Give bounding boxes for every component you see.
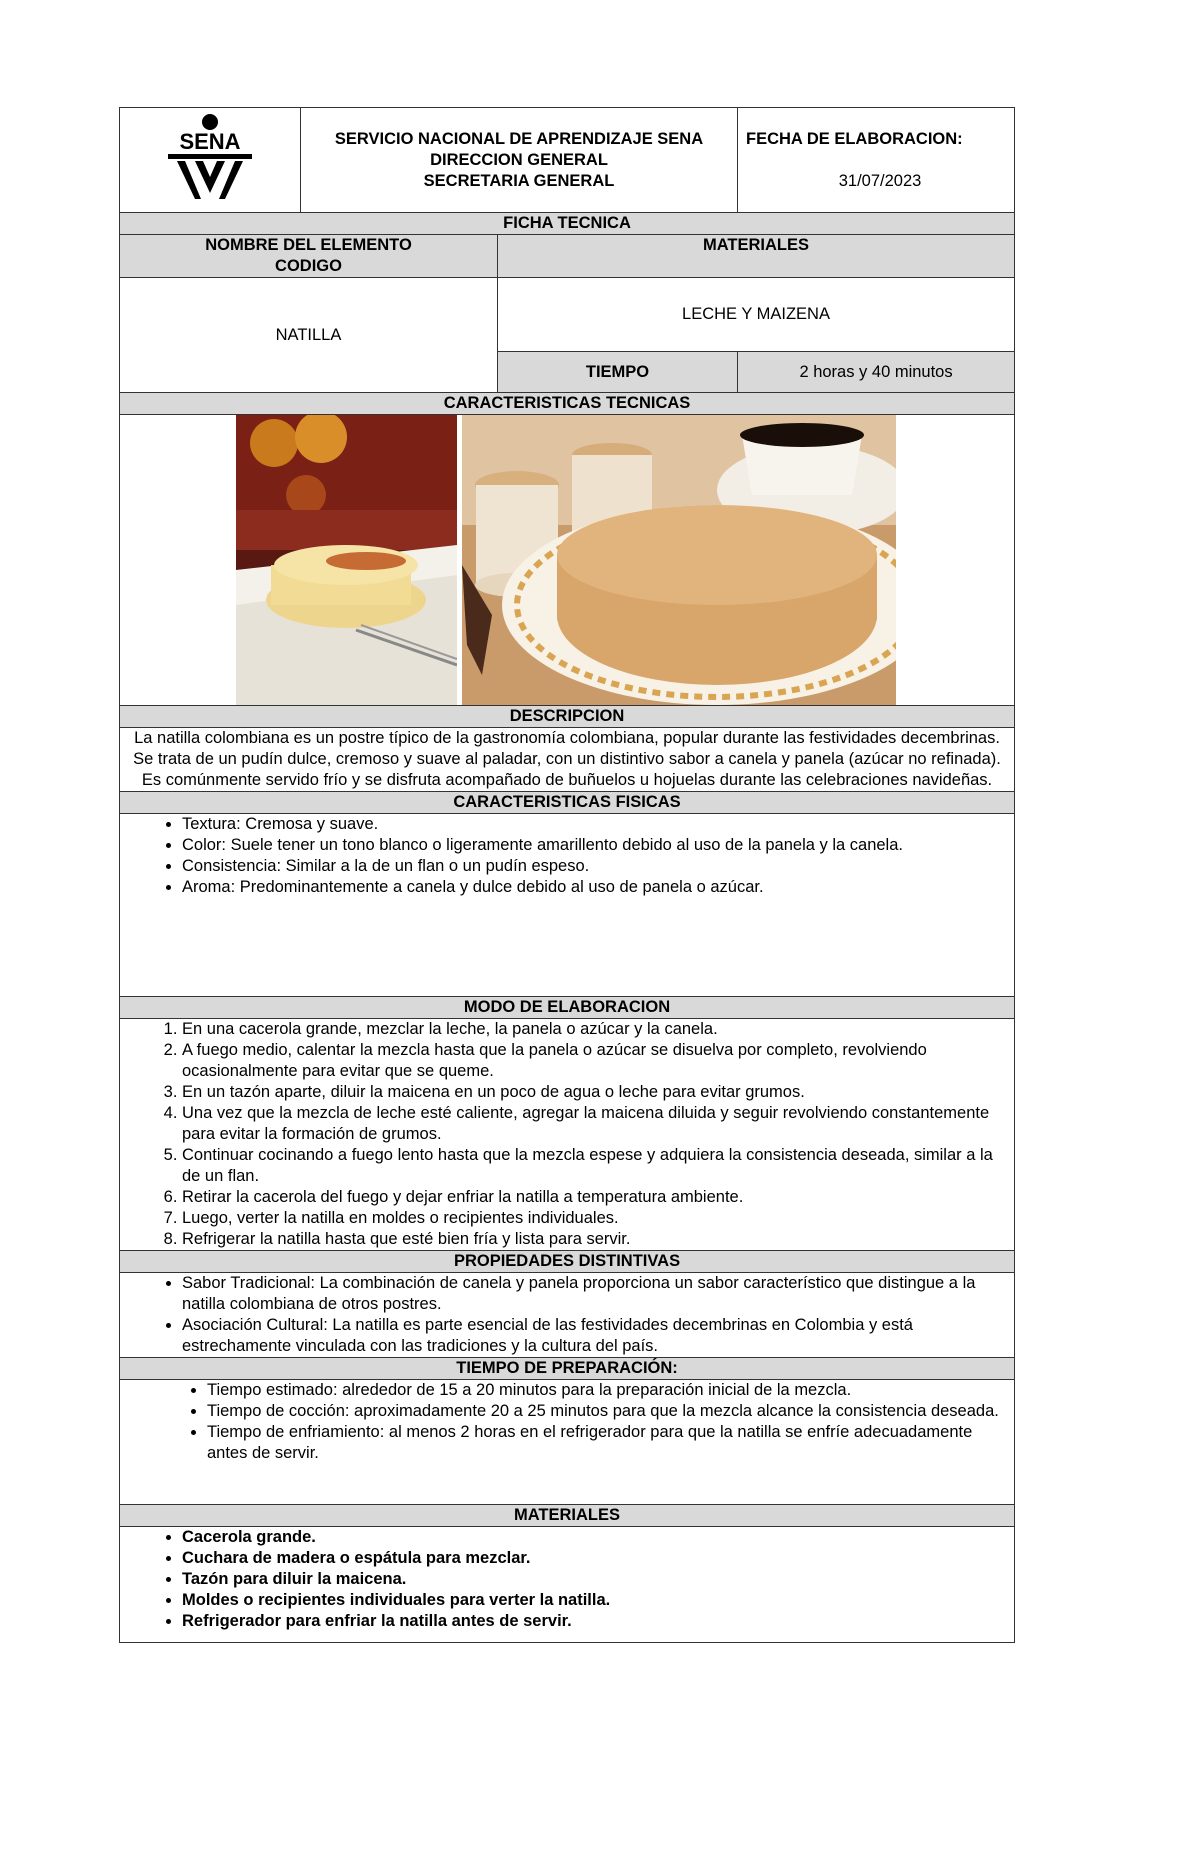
nombre-label: NOMBRE DEL ELEMENTO (205, 236, 412, 254)
caracteristicas-fisicas-header: CARACTERISTICAS FISICAS (120, 792, 1015, 814)
ficha-tecnica-header: FICHA TECNICA (120, 213, 1015, 235)
step-item: 5. Continuar cocinando a fuego lento hasta que la mezcla espese y adquiera la consistencia deseada, similar a la de un flan. (182, 1145, 1002, 1187)
materiales-header: MATERIALES (120, 1505, 1015, 1527)
materiales-cell (120, 1527, 1015, 1643)
caracteristicas-fisicas-list (120, 814, 1014, 898)
org-line-2: DIRECCION GENERAL (430, 150, 608, 169)
list-item: • Color: Suele tener un tono blanco o ligeramente amarillento debido al uso de la panela y la canela. (182, 835, 1014, 856)
nombre-value: NATILLA (120, 278, 498, 393)
ficha-table (119, 107, 1015, 1643)
org-title-cell (301, 108, 738, 213)
step-item: 7. Luego, verter la natilla en moldes o recipientes individuales. (182, 1208, 1002, 1229)
modo-elaboracion-cell (120, 1019, 1015, 1251)
step-item: 2. A fuego medio, calentar la mezcla hasta que la panela o azúcar se disuelva por completo, revolviendo ocasionalmente para evitar que se queme. (182, 1040, 1002, 1082)
natilla-photo-cake (462, 415, 896, 705)
ficha-document (119, 107, 1014, 1643)
descripcion-header: DESCRIPCION (120, 706, 1015, 728)
list-item: • Tiempo de cocción: aproximadamente 20 a 25 minutos para que la mezcla alcance la consistencia deseada. (207, 1401, 1002, 1422)
step-item: 8. Refrigerar la natilla hasta que esté bien fría y lista para servir. (182, 1229, 1002, 1250)
step-item: 1. En una cacerola grande, mezclar la leche, la panela o azúcar y la canela. (182, 1019, 1002, 1040)
codigo-label: CODIGO (275, 257, 342, 275)
nombre-label-cell (120, 235, 498, 278)
natilla-photo-plate (236, 415, 457, 705)
list-item: • Cacerola grande. (182, 1527, 1014, 1548)
propiedades-list (120, 1273, 1014, 1357)
list-item: • Refrigerador para enfriar la natilla antes de servir. (182, 1611, 1014, 1632)
org-line-3: SECRETARIA GENERAL (423, 171, 615, 190)
fecha-cell (738, 108, 1015, 213)
list-item: • Textura: Cremosa y suave. (182, 814, 1014, 835)
list-item: • Tiempo de enfriamiento: al menos 2 horas en el refrigerador para que la natilla se enfríe adecuadamente antes de servir. (207, 1422, 1002, 1464)
sena-logo (165, 113, 255, 201)
materiales-list (120, 1527, 1014, 1632)
tiempo-preparacion-header: TIEMPO DE PREPARACIÓN: (120, 1358, 1015, 1380)
fecha-label: FECHA DE ELABORACION: (746, 129, 963, 148)
step-item: 6. Retirar la cacerola del fuego y dejar enfriar la natilla a temperatura ambiente. (182, 1187, 1002, 1208)
caracteristicas-tecnicas-header: CARACTERISTICAS TECNICAS (120, 393, 1015, 415)
tiempo-label: TIEMPO (498, 352, 738, 393)
list-item: • Asociación Cultural: La natilla es parte esencial de las festividades decembrinas en Colombia y está estrechamente vinculada con las tradiciones y la cultura del país. (182, 1315, 1002, 1357)
list-item: • Cuchara de madera o espátula para mezclar. (182, 1548, 1014, 1569)
org-line-1: SERVICIO NACIONAL DE APRENDIZAJE SENA (334, 129, 704, 148)
modo-elaboracion-header: MODO DE ELABORACION (120, 997, 1015, 1019)
propiedades-header: PROPIEDADES DISTINTIVAS (120, 1251, 1015, 1273)
list-item: • Consistencia: Similar a la de un flan o un pudín espeso. (182, 856, 1014, 877)
logo-cell (120, 108, 301, 213)
descripcion-text: La natilla colombiana es un postre típico de la gastronomía colombiana, popular durante las festividades decembrinas. Se trata de un pudín dulce, cremoso y suave al paladar, con un distintivo sabor a canela y panela (azúcar no refinada). Es comúnmente servido frío y se disfruta acompañado de buñuelos u hojuelas durante las celebraciones navideñas. (120, 728, 1015, 792)
list-item: • Tiempo estimado: alrededor de 15 a 20 minutos para la preparación inicial de la mezcla. (207, 1380, 1002, 1401)
logo-text: SENA (179, 129, 241, 154)
step-item: 4. Una vez que la mezcla de leche esté caliente, agregar la maicena diluida y seguir revolviendo constantemente para evitar la formación de grumos. (182, 1103, 1002, 1145)
tiempo-preparacion-cell (120, 1380, 1015, 1505)
tiempo-preparacion-list (120, 1380, 1014, 1464)
tiempo-value: 2 horas y 40 minutos (738, 352, 1015, 393)
list-item: • Tazón para diluir la maicena. (182, 1569, 1014, 1590)
modo-elaboracion-list (120, 1019, 1014, 1250)
caracteristicas-fisicas-cell (120, 814, 1015, 997)
list-item: • Aroma: Predominantemente a canela y dulce debido al uso de panela o azúcar. (182, 877, 1014, 898)
step-item: 3. En un tazón aparte, diluir la maicena en un poco de agua o leche para evitar grumos. (182, 1082, 1002, 1103)
list-item: • Sabor Tradicional: La combinación de canela y panela proporciona un sabor característico que distingue a la natilla colombiana de otros postres. (182, 1273, 1002, 1315)
photos-cell (120, 415, 1015, 706)
propiedades-cell (120, 1273, 1015, 1358)
materiales-label: MATERIALES (498, 235, 1015, 278)
materiales-value: LECHE Y MAIZENA (498, 278, 1015, 352)
fecha-value: 31/07/2023 (838, 171, 922, 190)
list-item: • Moldes o recipientes individuales para verter la natilla. (182, 1590, 1014, 1611)
